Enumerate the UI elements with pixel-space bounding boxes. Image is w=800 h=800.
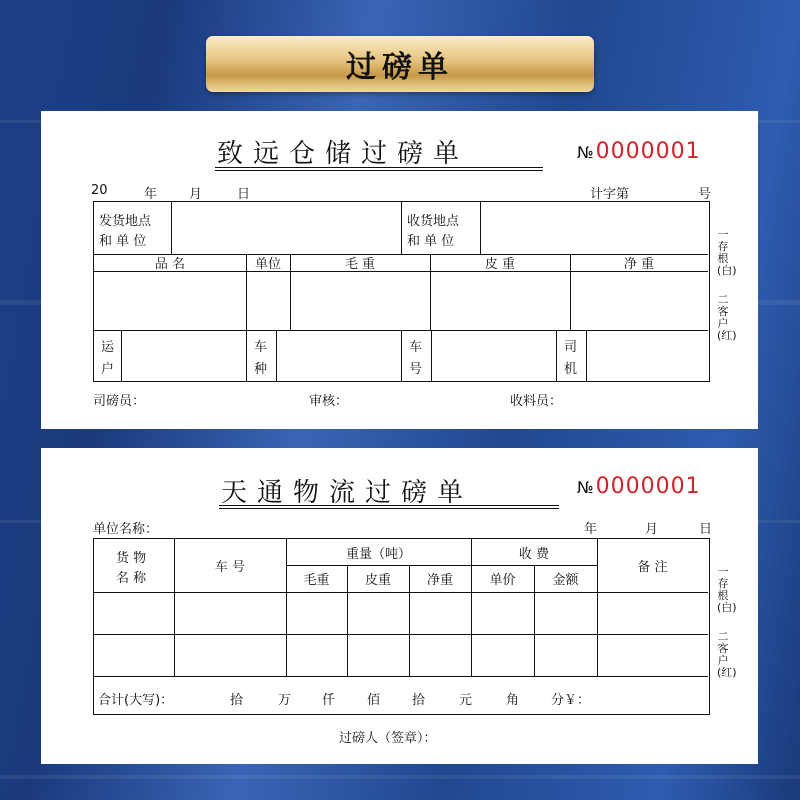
- copy-label-stub: 一存根(白): [717, 565, 737, 614]
- col-fee: 收 费: [518, 546, 550, 562]
- ship-from-label: 发货地点: [99, 214, 152, 229]
- col-tare-weight: 皮 重: [484, 257, 516, 272]
- plate-label-2: 号: [409, 362, 423, 377]
- amount-unit: 元: [459, 693, 473, 708]
- weigher-sign-label: 过磅人（签章）：: [339, 731, 437, 746]
- plate-label: 车: [409, 340, 423, 355]
- col-remark: 备 注: [637, 560, 668, 575]
- receive-label: 收货地点: [407, 214, 460, 229]
- carrier-label: 运: [101, 340, 115, 355]
- title-underline: [219, 505, 559, 506]
- unit-name-label: 单位名称：: [93, 522, 159, 537]
- receiver-label: 收料员：: [510, 394, 563, 409]
- sub-col-amount: 金额: [552, 573, 579, 588]
- title-underline: [215, 167, 543, 168]
- weighing-slip-1: [41, 111, 758, 429]
- col-gross-weight: 毛 重: [344, 257, 376, 272]
- slip-table: [93, 201, 710, 382]
- banner: [206, 36, 594, 92]
- reviewer-label: 审核：: [309, 394, 349, 409]
- col-net-weight: 净 重: [623, 257, 655, 272]
- receive-field[interactable]: [481, 202, 708, 254]
- ship-from-field[interactable]: [172, 202, 400, 254]
- amount-unit: 拾: [230, 693, 244, 708]
- col-goods: 货 物: [116, 551, 147, 566]
- slip-title: 天通物流过磅单: [221, 478, 474, 508]
- copy-label-customer: 二客户(红): [717, 293, 737, 342]
- vehicle-type-label-2: 种: [254, 362, 268, 377]
- copy-label-customer: 二客户(红): [717, 630, 737, 679]
- amount-unit: 仟: [322, 693, 336, 708]
- sub-col-net: 净重: [426, 573, 453, 588]
- driver-label: 司: [564, 340, 578, 355]
- slip-table: [93, 538, 710, 715]
- vehicle-type-label: 车: [254, 340, 268, 355]
- sub-col-tare: 皮重: [364, 573, 391, 588]
- amount-unit: 万: [278, 693, 292, 708]
- col-weight: 重量（吨）: [345, 546, 411, 562]
- date-prefix: 20: [91, 183, 108, 198]
- copy-label-stub: 一存根(白): [717, 228, 737, 277]
- total-label: 合计(大写)：: [98, 693, 174, 708]
- banner-title: 过磅单: [346, 50, 454, 85]
- date-month-label: 月: [645, 522, 659, 537]
- amount-unit: 分￥：: [551, 693, 591, 708]
- date-day-label: 日: [237, 187, 251, 202]
- title-underline: [219, 508, 559, 509]
- ship-from-label-2: 和 单 位: [99, 234, 147, 249]
- date-year-label: 年: [584, 522, 598, 537]
- col-unit: 单位: [254, 257, 281, 272]
- amount-unit: 角: [506, 693, 520, 708]
- sub-col-price: 单价: [489, 573, 516, 588]
- carrier-label-2: 户: [101, 362, 115, 377]
- weigher-label: 司磅员：: [93, 394, 146, 409]
- date-month-label: 月: [189, 187, 203, 202]
- serial-number: №0000001: [577, 474, 701, 499]
- receive-label-2: 和 单 位: [407, 234, 455, 249]
- col-plate: 车 号: [214, 560, 246, 575]
- col-product-name: 品 名: [154, 257, 186, 272]
- date-day-label: 日: [699, 522, 713, 537]
- count-label: 计字第: [590, 187, 630, 202]
- date-year-label: 年: [144, 187, 158, 202]
- count-suffix: 号: [698, 187, 712, 202]
- serial-number: №0000001: [577, 139, 701, 164]
- amount-unit: 拾: [412, 693, 426, 708]
- sub-col-gross: 毛重: [303, 573, 330, 588]
- weighing-slip-2: [41, 448, 758, 764]
- driver-label-2: 机: [564, 362, 578, 377]
- slip-title: 致远仓储过磅单: [217, 139, 470, 169]
- title-underline: [215, 170, 543, 171]
- col-goods-2: 名 称: [116, 571, 147, 586]
- amount-unit: 佰: [367, 693, 381, 708]
